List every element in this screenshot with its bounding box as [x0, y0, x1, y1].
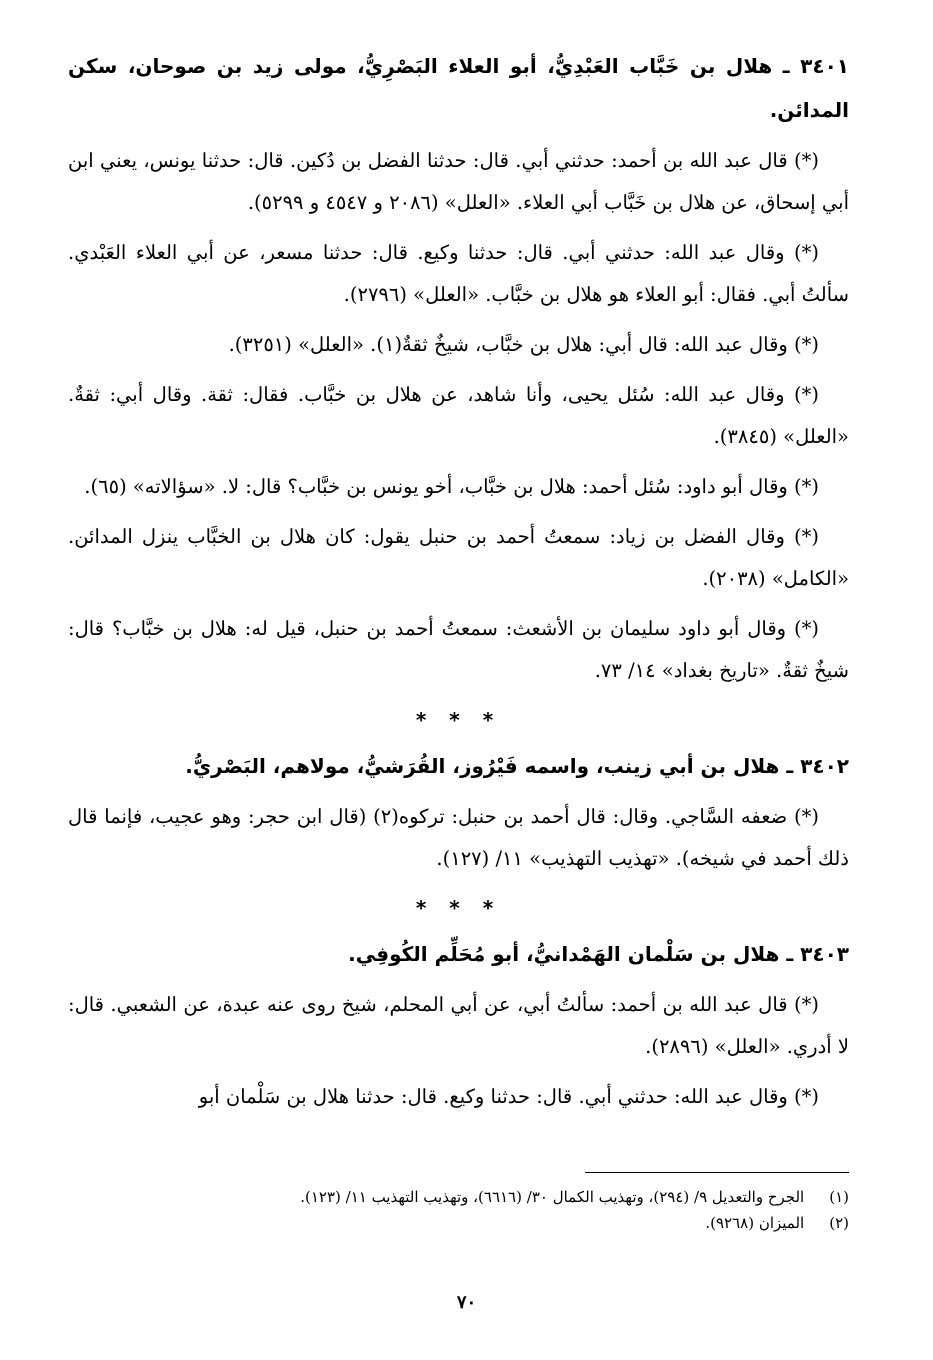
- section-separator: * * *: [415, 708, 502, 732]
- footnote-text: الجرح والتعديل ٩/ (٢٩٤)، وتهذيب الكمال ٣٠/ (٦٦١٦)، وتهذيب التهذيب ١١/ (١٢٣).: [300, 1188, 805, 1206]
- footnote-item: [68, 1210, 849, 1236]
- footnote-item: [68, 1184, 849, 1210]
- footnote-text: الميزان (٩٢٦٨).: [705, 1214, 805, 1232]
- entry-paragraph: (*) قال عبد الله بن أحمد: حدثني أبي. قال: حدثنا الفضل بن دُكين. قال: حدثنا يونس، يعني ابن أبي إسحاق، عن هلال بن خَبَّاب أبي العلاء. «العلل» (٢٠٨٦ و ٤٥٤٧ و ٥٢٩٩).: [68, 149, 849, 214]
- page-number: ٧٠: [456, 1292, 477, 1313]
- entry-paragraph: (*) وقال عبد الله: سُئل يحيى، وأنا شاهد، عن هلال بن خبَّاب. فقال: ثقة. وقال أبي: ثقةٌ. «العلل» (٣٨٤٥).: [68, 383, 849, 448]
- entry-heading-3401: ٣٤٠١ ـ هلال بن خَبَّاب العَبْدِيُّ، أبو العلاء البَصْرِيُّ، مولى زيد بن صوحان، سكن المدائن.: [68, 54, 849, 122]
- entry-paragraph: (*) وقال أبو داود: سُئل أحمد: هلال بن خبَّاب، أخو يونس بن خبَّاب؟ قال: لا. «سؤالاته» (٦٥).: [84, 475, 819, 498]
- section-separator: * * *: [415, 896, 502, 920]
- footnote-number: (٢): [829, 1214, 849, 1232]
- entry-paragraph: (*) وقال الفضل بن زياد: سمعتُ أحمد بن حنبل يقول: كان هلال بن الخبَّاب ينزل المدائن. «الكامل» (٢٠٣٨).: [68, 525, 849, 590]
- footnotes: [68, 1184, 849, 1236]
- entry-paragraph: (*) وقال عبد الله: حدثني أبي. قال: حدثنا وكيع. قال: حدثنا مسعر، عن أبي العلاء العَبْدي. سألتُ أبي. فقال: أبو العلاء هو هلال بن خبَّاب. «العلل» (٢٧٩٦).: [68, 241, 849, 306]
- entry-heading-3403: ٣٤٠٣ ـ هلال بن سَلْمان الهَمْدانيُّ، أبو مُحَلِّم الكُوفِي.: [348, 942, 849, 966]
- entry-paragraph: (*) قال عبد الله بن أحمد: سألتُ أبي، عن أبي المحلم، شيخ روى عنه عبدة، عن الشعبي. قال: لا أدري. «العلل» (٢٨٩٦).: [68, 993, 849, 1058]
- entry-heading-3402: ٣٤٠٢ ـ هلال بن أبي زينب، واسمه فَيْرُوز، القُرَشيُّ، مولاهم، البَصْريُّ.: [185, 754, 849, 778]
- entry-paragraph: (*) وقال أبو داود سليمان بن الأشعث: سمعتُ أحمد بن حنبل، قيل له: هلال بن خبَّاب؟ قال: شيخٌ ثقةٌ. «تاريخ بغداد» ١٤/ ٧٣.: [68, 617, 849, 682]
- entry-paragraph: (*) وقال عبد الله: حدثني أبي. قال: حدثنا وكيع. قال: حدثنا هلال بن سَلْمان أبو: [198, 1085, 819, 1108]
- entry-paragraph: (*) ضعفه السَّاجي. وقال: قال أحمد بن حنبل: تركوه(٢) (قال ابن حجر: وهو عجيب، فإنما قال ذلك أحمد في شيخه). «تهذيب التهذيب» ١١/ (١٢٧).: [68, 805, 849, 870]
- footnote-divider: [585, 1172, 849, 1173]
- footnote-number: (١): [829, 1188, 849, 1206]
- entry-paragraph: (*) وقال عبد الله: قال أبي: هلال بن خبَّاب، شيخٌ ثقةٌ(١). «العلل» (٣٢٥١).: [228, 333, 819, 356]
